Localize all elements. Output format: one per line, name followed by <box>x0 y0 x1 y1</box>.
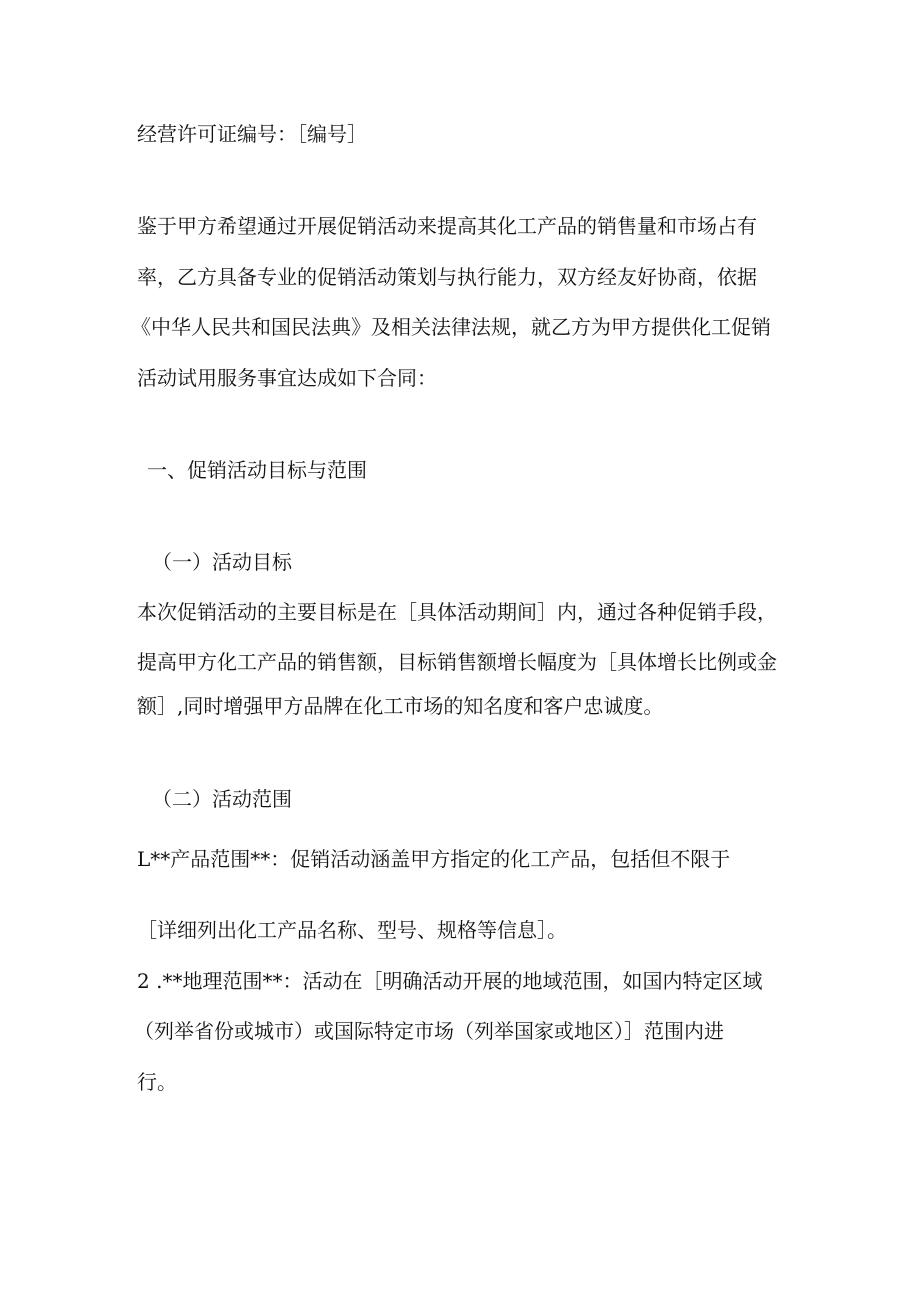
goal-line-1: 本次促销活动的主要目标是在［具体活动期间］内，通过各种促销手段， <box>137 600 777 624</box>
preamble-line-1: 鉴于甲方希望通过开展促销活动来提高其化工产品的销售量和市场占有 <box>137 214 757 238</box>
scope-item-2-line-2: （列举省份或城市）或国际特定市场（列举国家或地区）］范围内进 <box>134 1019 724 1043</box>
license-number-line: 经营许可证编号：［编号］ <box>137 122 367 146</box>
preamble-line-3: 《中华人民共和国民法典》及相关法律法规，就乙方为甲方提供化工促销 <box>131 315 771 339</box>
scope-item-1-line-1: L**产品范围**：促销活动涵盖甲方指定的化工产品，包括但不限于 <box>137 847 731 871</box>
preamble-line-2: 率，乙方具备专业的促销活动策划与执行能力，双方经友好协商，依据 <box>137 265 757 289</box>
scope-item-2-line-3: 行。 <box>137 1070 177 1094</box>
scope-item-2-line-1: 2 .**地理范围**：活动在［明确活动开展的地域范围，如国内特定区域 <box>137 969 763 993</box>
preamble-line-4: 活动试用服务事宜达成如下合同： <box>137 366 437 390</box>
subsection-1-heading: （一）活动目标 <box>152 550 292 574</box>
goal-line-2: 提高甲方化工产品的销售额，目标销售额增长幅度为［具体增长比例或金 <box>137 650 777 674</box>
scope-item-1-line-2: ［详细列出化工产品名称、型号、规格等信息］。 <box>137 918 567 942</box>
section-1-heading: 一、促销活动目标与范围 <box>147 458 367 482</box>
goal-line-3: 额］,同时增强甲方品牌在化工市场的知名度和客户忠诚度。 <box>137 694 664 718</box>
subsection-2-heading: （二）活动范围 <box>152 787 292 811</box>
